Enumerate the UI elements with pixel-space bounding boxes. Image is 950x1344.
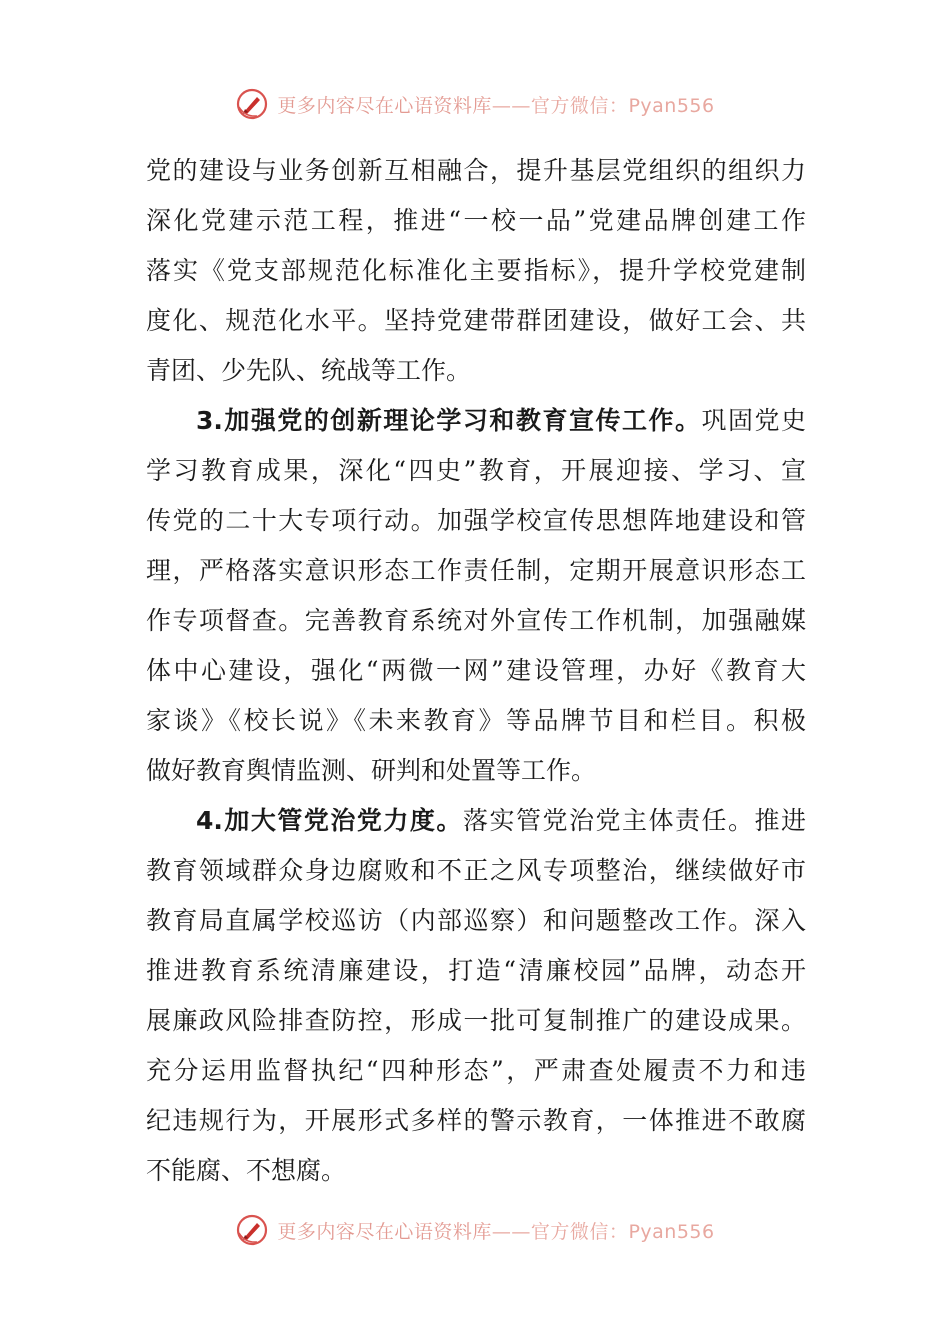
text-line: 教育局直属学校巡访（内部巡察）和问题整改工作。深入 [146,906,806,935]
text-line: 传党的二十大专项行动。加强学校宣传思想阵地建设和管 [146,506,806,535]
text-line: 不能腐、不想腐。 [146,1156,347,1185]
watermark-text: 更多内容尽在心语资料库——官方微信：Pyan556 [277,94,715,117]
text-line: 体中心建设，强化“两微一网”建设管理，办好《教育大 [146,656,806,685]
text-line: 教育领域群众身边腐败和不正之风专项整治，继续做好市 [146,856,806,885]
text-line: 充分运用监督执纪“四种形态”，严肃查处履责不力和违 [146,1056,806,1085]
text-line: 家谈》《校长说》《未来教育》等品牌节目和栏目。积极 [146,706,806,735]
text-span: 巩固党史 [701,406,806,435]
text-line: 理，严格落实意识形态工作责任制，定期开展意识形态工 [146,556,806,585]
pen-logo-icon [235,1213,269,1247]
text-line: 青团、少先队、统战等工作。 [146,356,472,385]
pen-logo-icon [235,87,269,121]
text-line: 纪违规行为，开展形式多样的警示教育，一体推进不敢腐 [146,1106,806,1135]
watermark-header [0,84,950,124]
text-line: 作专项督查。完善教育系统对外宣传工作机制，加强融媒 [146,606,806,635]
section-4-line [146,796,806,846]
text-line: 度化、规范化水平。坚持党建带群团建设，做好工会、共 [146,306,806,335]
watermark-footer [0,1210,950,1250]
text-line: 党的建设与业务创新互相融合，提升基层党组织的组织力 [146,156,806,185]
section-3-heading: 3.加强党的创新理论学习和教育宣传工作。 [196,406,702,435]
text-line: 深化党建示范工程，推进“一校一品”党建品牌创建工作 [146,206,806,235]
text-span: 落实管党治党主体责任。推进 [462,806,806,835]
document-body [146,146,806,1196]
watermark-text: 更多内容尽在心语资料库——官方微信：Pyan556 [277,1220,715,1243]
section-3-line [146,396,806,446]
text-line: 做好教育舆情监测、研判和处置等工作。 [146,756,597,785]
text-line: 展廉政风险排查防控，形成一批可复制推广的建设成果。 [146,1006,806,1035]
text-line: 推进教育系统清廉建设，打造“清廉校园”品牌，动态开 [146,956,806,985]
text-line: 学习教育成果，深化“四史”教育，开展迎接、学习、宣 [146,456,806,485]
section-4-heading: 4.加大管党治党力度。 [196,806,463,835]
text-line: 落实《党支部规范化标准化主要指标》，提升学校党建制 [146,256,806,285]
